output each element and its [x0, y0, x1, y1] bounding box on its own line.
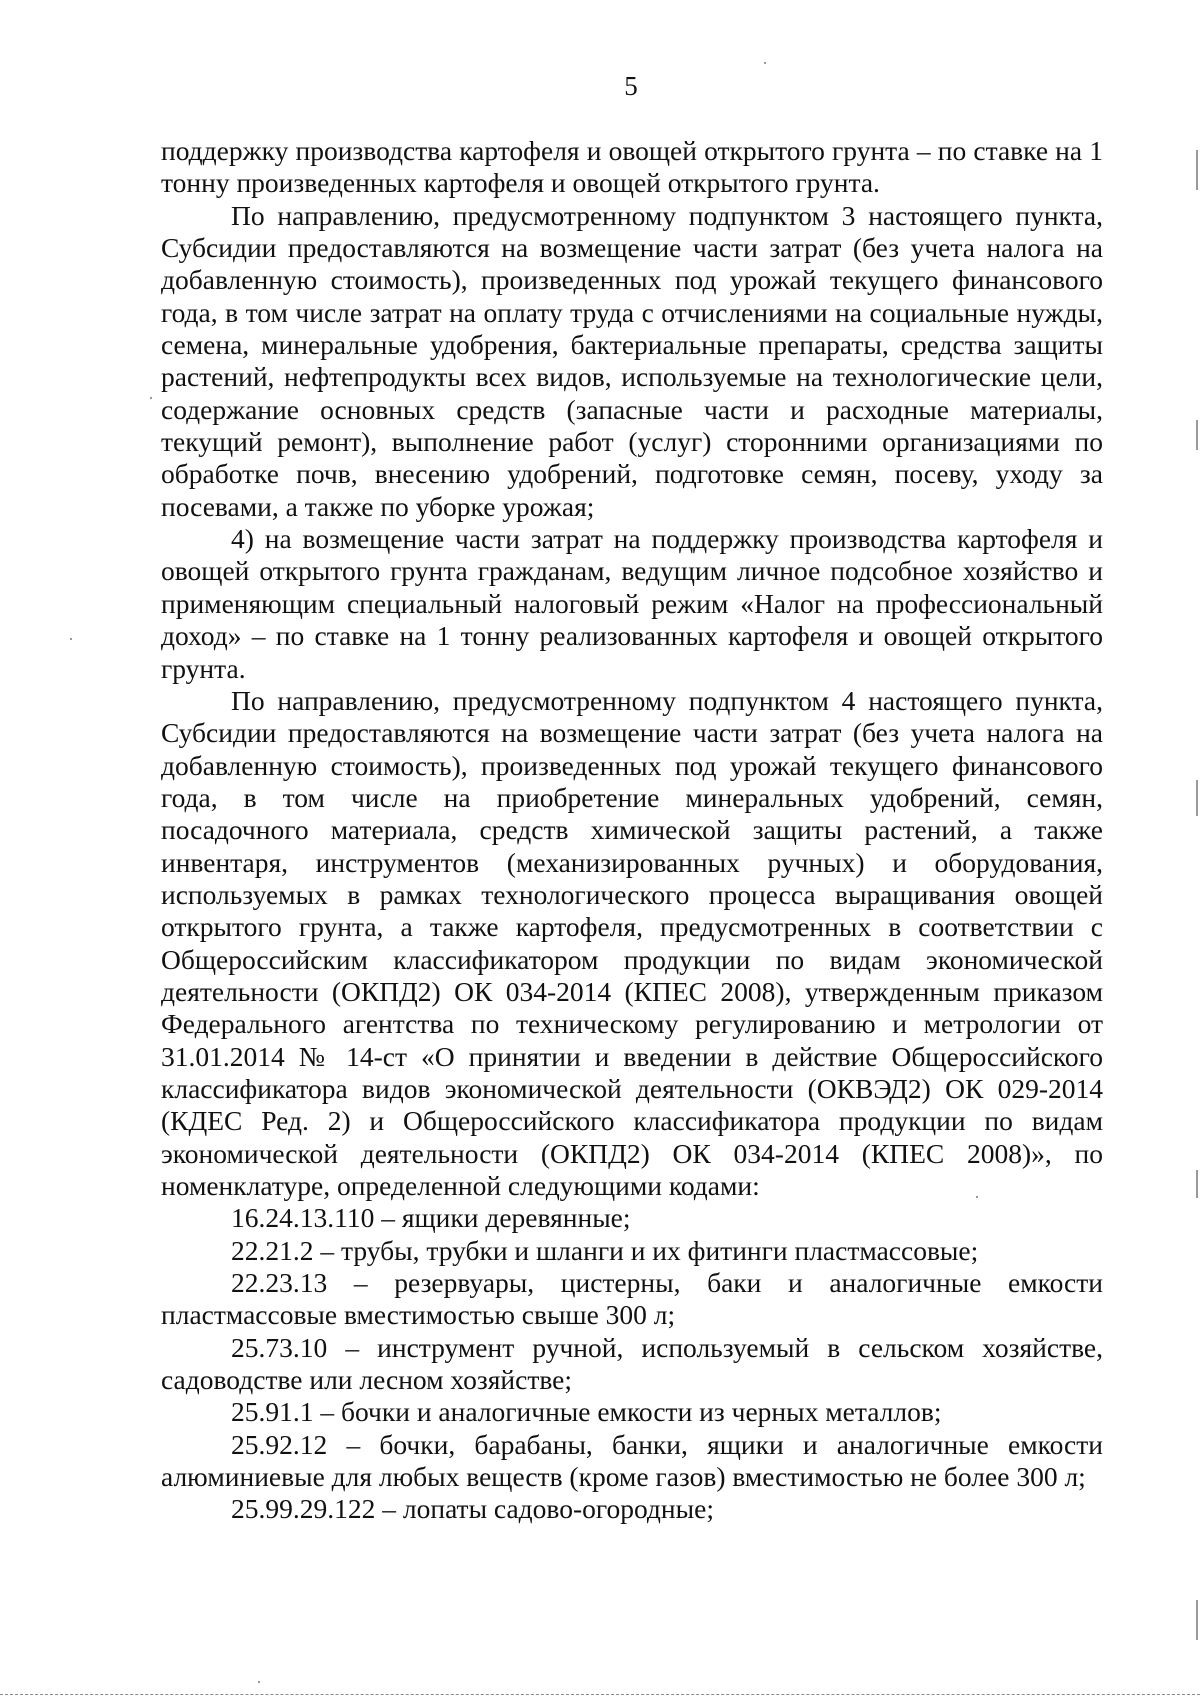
code-item: 25.91.1 – бочки и аналогичные емкости из черных металлов;	[231, 1396, 942, 1428]
scan-speck	[976, 1196, 978, 1198]
paragraph-continuation: поддержку производства картофеля и овощей открытого грунта – по ставке на 1 тонну произведенных картофеля и овощей открытого грунта.	[161, 135, 1103, 199]
scan-edge-mark	[1196, 420, 1198, 450]
code-item: 22.21.2 – трубы, трубки и шланги и их фитинги пластмассовые;	[231, 1234, 979, 1266]
scan-edge-mark	[1196, 150, 1198, 190]
paragraph-subitem-4: 4) на возмещение части затрат на поддержку производства картофеля и овощей открытого грунта гражданам, ведущим личное подсобное хозяйство и применяющим специальный налоговый режим «Налог на профессиональный доход» – по ставке на 1 тонну реализованных картофеля и овощей открытого грунта.	[161, 523, 1103, 684]
code-item: 25.99.29.122 – лопаты садово-огородные;	[231, 1493, 714, 1525]
code-item: 16.24.13.110 – ящики деревянные;	[231, 1202, 631, 1234]
scan-speck	[258, 1681, 260, 1683]
code-item: 25.92.12 – бочки, барабаны, банки, ящики и аналогичные емкости алюминиевые для любых веществ (кроме газов) вместимостью не более 300 л;	[161, 1428, 1103, 1493]
scan-speck	[150, 397, 152, 399]
page-number: 5	[624, 71, 638, 101]
scan-edge-mark	[1196, 1600, 1198, 1640]
code-item: 25.73.10 – инструмент ручной, используемый в сельском хозяйстве, садоводстве или лесном хозяйстве;	[161, 1331, 1103, 1396]
paragraph-subitem-3-details: По направлению, предусмотренному подпунктом 3 настоящего пункта, Субсидии предоставляются на возмещение части затрат (без учета налога на добавленную стоимость), произведенных под урожай текущего финансового года, в том числе затрат на оплату труда с отчислениями на социальные нужды, семена, минеральные удобрения, бактериальные препараты, средства защиты растений, нефтепродукты всех видов, используемые на технологические цели, содержание основных средств (запасные части и расходные материалы, текущий ремонт), выполнение работ (услуг) сторонними организациями по обработке почв, внесению удобрений, подготовке семян, посеву, уходу за посевами, а также по уборке урожая;	[161, 199, 1103, 522]
scan-edge-mark	[1196, 1170, 1198, 1198]
scan-bottom-edge	[0, 1694, 1200, 1696]
scan-speck	[70, 638, 72, 640]
scan-speck	[764, 62, 766, 64]
document-body	[161, 135, 1103, 1526]
paragraph-subitem-4-details: По направлению, предусмотренному подпунктом 4 настоящего пункта, Субсидии предоставляются на возмещение части затрат (без учета налога на добавленную стоимость), произведенных под урожай текущего финансового года, в том числе на приобретение минеральных удобрений, семян, посадочного материала, средств химической защиты растений, а также инвентаря, инструментов (механизированных ручных) и оборудования, используемых в рамках технологического процесса выращивания овощей открытого грунта, а также картофеля, предусмотренных в соответствии с Общероссийским классификатором продукции по видам экономической деятельности (ОКПД2) ОК 034-2014 (КПЕС 2008), утвержденным приказом Федерального агентства по техническому регулированию и метрологии от 31.01.2014 № 14-ст «О принятии и введении в действие Общероссийского классификатора видов экономической деятельности (ОКВЭД2) ОК 029-2014 (КДЕС Ред. 2) и Общероссийского классификатора продукции по видам экономической деятельности (ОКПД2) ОК 034-2014 (КПЕС 2008)», по номенклатуре, определенной следующими кодами:	[161, 684, 1103, 1201]
code-item: 22.23.13 – резервуары, цистерны, баки и аналогичные емкости пластмассовые вместимостью свыше 300 л;	[161, 1267, 1103, 1331]
scan-edge-mark	[1196, 780, 1198, 816]
